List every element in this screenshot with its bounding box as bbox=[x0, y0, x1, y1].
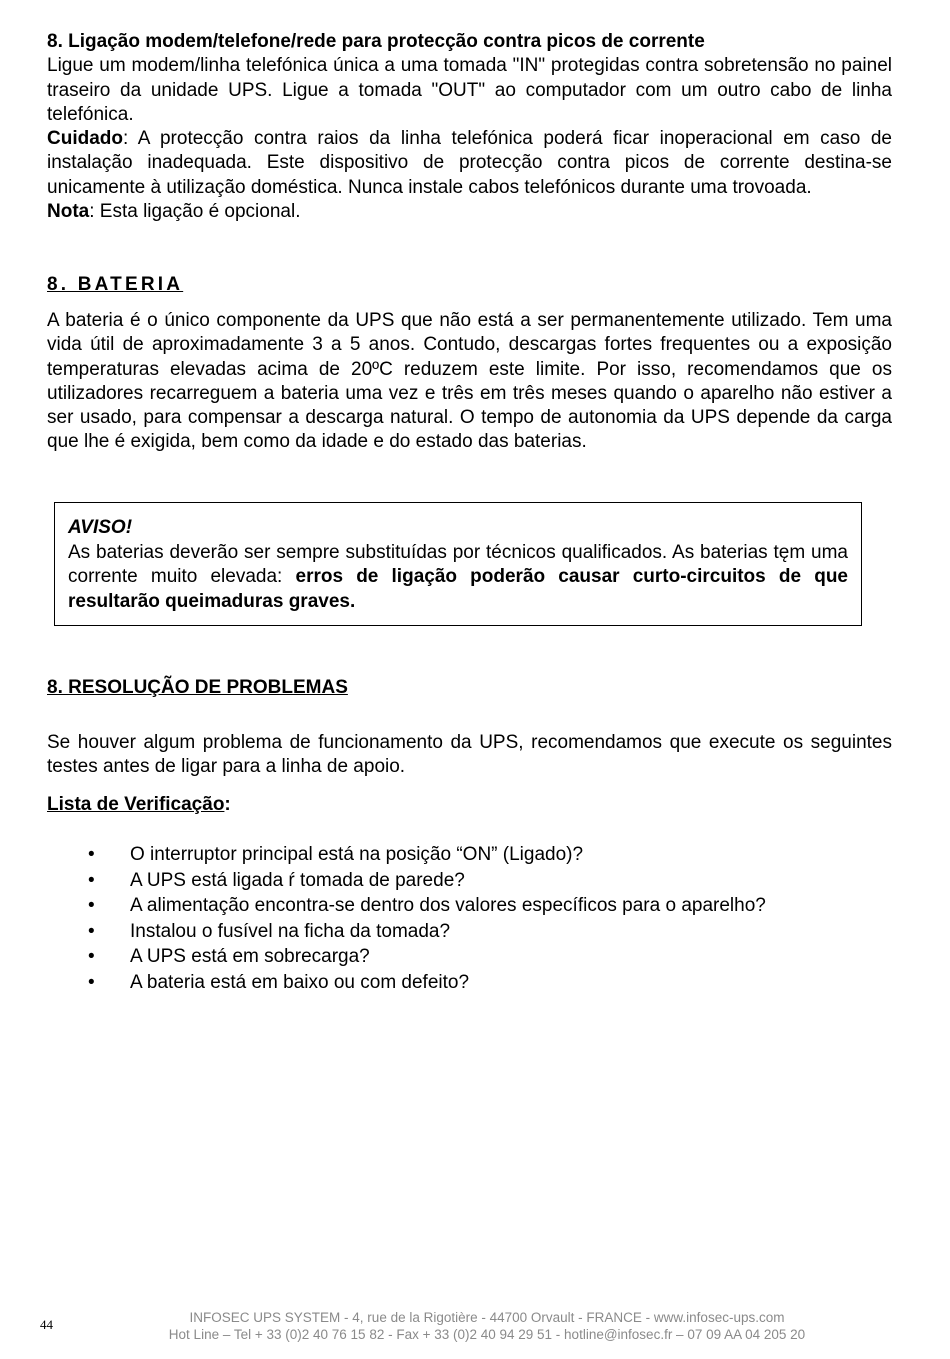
modem-paragraph: Ligue um modem/linha telefónica única a uma tomada "IN" protegidas contra sobretensão no painel traseiro da unidade UPS. Ligue a tomada "OUT" ao computador com um outro cabo de linha telefónica. bbox=[47, 55, 892, 125]
footer-address-line: INFOSEC UPS SYSTEM - 4, rue de la Rigotière - 44700 Orvault - FRANCE - www.infosec-ups.com bbox=[189, 1310, 785, 1325]
checklist-item-text: A bateria está em baixo ou com defeito? bbox=[130, 971, 470, 993]
warning-text-plain: As baterias deverão ser sempre substituídas por técnicos qualificados. As baterias tęm uma corrente muito elevada: bbox=[68, 541, 848, 587]
page-number: 44 bbox=[40, 1317, 53, 1332]
footer-contact-line: Hot Line – Tel + 33 (0)2 40 76 15 82 - Fax + 33 (0)2 40 94 29 51 - hotline@infosec.fr – 07 09 AA 04 205 20 bbox=[168, 1326, 806, 1342]
warning-title: AVISO! bbox=[68, 517, 133, 538]
list-item bbox=[88, 842, 888, 868]
footer bbox=[0, 1310, 950, 1343]
bullet-icon: • bbox=[88, 895, 95, 916]
warning-box bbox=[54, 502, 862, 626]
caution-text: : A protecção contra raios da linha telefónica poderá ficar inoperacional em caso de instalação inadequada. Este dispositivo de protecção contra picos de corrente destina-se unicamente à utilização doméstica. Nunca instale cabos telefónicos durante uma trovoada. bbox=[47, 128, 892, 198]
modem-section bbox=[47, 30, 892, 224]
troubleshooting-intro-wrap bbox=[47, 731, 892, 780]
bullet-icon: • bbox=[88, 869, 95, 891]
bullet-icon: • bbox=[88, 971, 95, 993]
list-item bbox=[88, 893, 888, 919]
checklist bbox=[88, 842, 888, 995]
warning-text bbox=[68, 541, 848, 615]
list-item bbox=[88, 868, 888, 894]
list-item bbox=[88, 970, 888, 996]
note-label: Nota bbox=[47, 201, 90, 223]
caution-label: Cuidado bbox=[47, 128, 123, 150]
bullet-icon: • bbox=[88, 844, 95, 865]
checklist-item-text: A alimentação encontra-se dentro dos valores específicos para o aparelho? bbox=[130, 895, 766, 916]
list-item bbox=[88, 944, 888, 970]
note-paragraph bbox=[47, 200, 892, 224]
bullet-icon: • bbox=[88, 920, 95, 942]
checklist-title bbox=[47, 793, 892, 817]
bullet-icon: • bbox=[88, 946, 95, 967]
checklist-item-text: Instalou o fusível na ficha da tomada? bbox=[130, 920, 451, 942]
checklist-item-text: A UPS está ligada ŕ tomada de parede? bbox=[130, 869, 465, 891]
checklist-item-text: O interruptor principal está na posição “ON” (Ligado)? bbox=[130, 844, 584, 865]
troubleshooting-heading: 8. RESOLUÇÃO DE PROBLEMAS bbox=[47, 677, 348, 698]
caution-paragraph bbox=[47, 127, 892, 200]
battery-heading: 8. BATERIA bbox=[47, 274, 184, 295]
checklist-title-text: Lista de Verificação bbox=[47, 794, 225, 815]
battery-section bbox=[47, 273, 892, 297]
modem-heading: 8. Ligação modem/telefone/rede para protecção contra picos de corrente bbox=[47, 31, 705, 52]
note-text: : Esta ligação é opcional. bbox=[89, 201, 301, 223]
battery-body-wrap bbox=[47, 309, 892, 455]
troubleshooting-intro: Se houver algum problema de funcionamento da UPS, recomendamos que execute os seguintes testes antes de ligar para a linha de apoio. bbox=[47, 732, 892, 778]
warning-text-bold: erros de ligação poderão causar curto-circuitos de que resultarão queimaduras graves. bbox=[68, 566, 849, 612]
checklist-item-text: A UPS está em sobrecarga? bbox=[130, 946, 370, 967]
checklist-title-colon: : bbox=[224, 794, 231, 815]
troubleshooting-heading-wrap bbox=[47, 676, 892, 700]
checklist-title-wrap bbox=[47, 793, 892, 817]
list-item bbox=[88, 919, 888, 945]
battery-paragraph: A bateria é o único componente da UPS que não está a ser permanentemente utilizado. Tem uma vida útil de aproximadamente 3 a 5 anos. Contudo, descargas fortes frequentes ou a exposição temperaturas elevadas acima de 20ºC reduzem este limite. Por isso, recomendamos que os utilizadores recarreguem a bateria uma vez e três em três meses quando o aparelho não estiver a ser usado, para compensar a descarga natural. O tempo de autonomia da UPS depende da carga que lhe é exigida, bem como da idade e do estado das baterias. bbox=[47, 310, 892, 453]
